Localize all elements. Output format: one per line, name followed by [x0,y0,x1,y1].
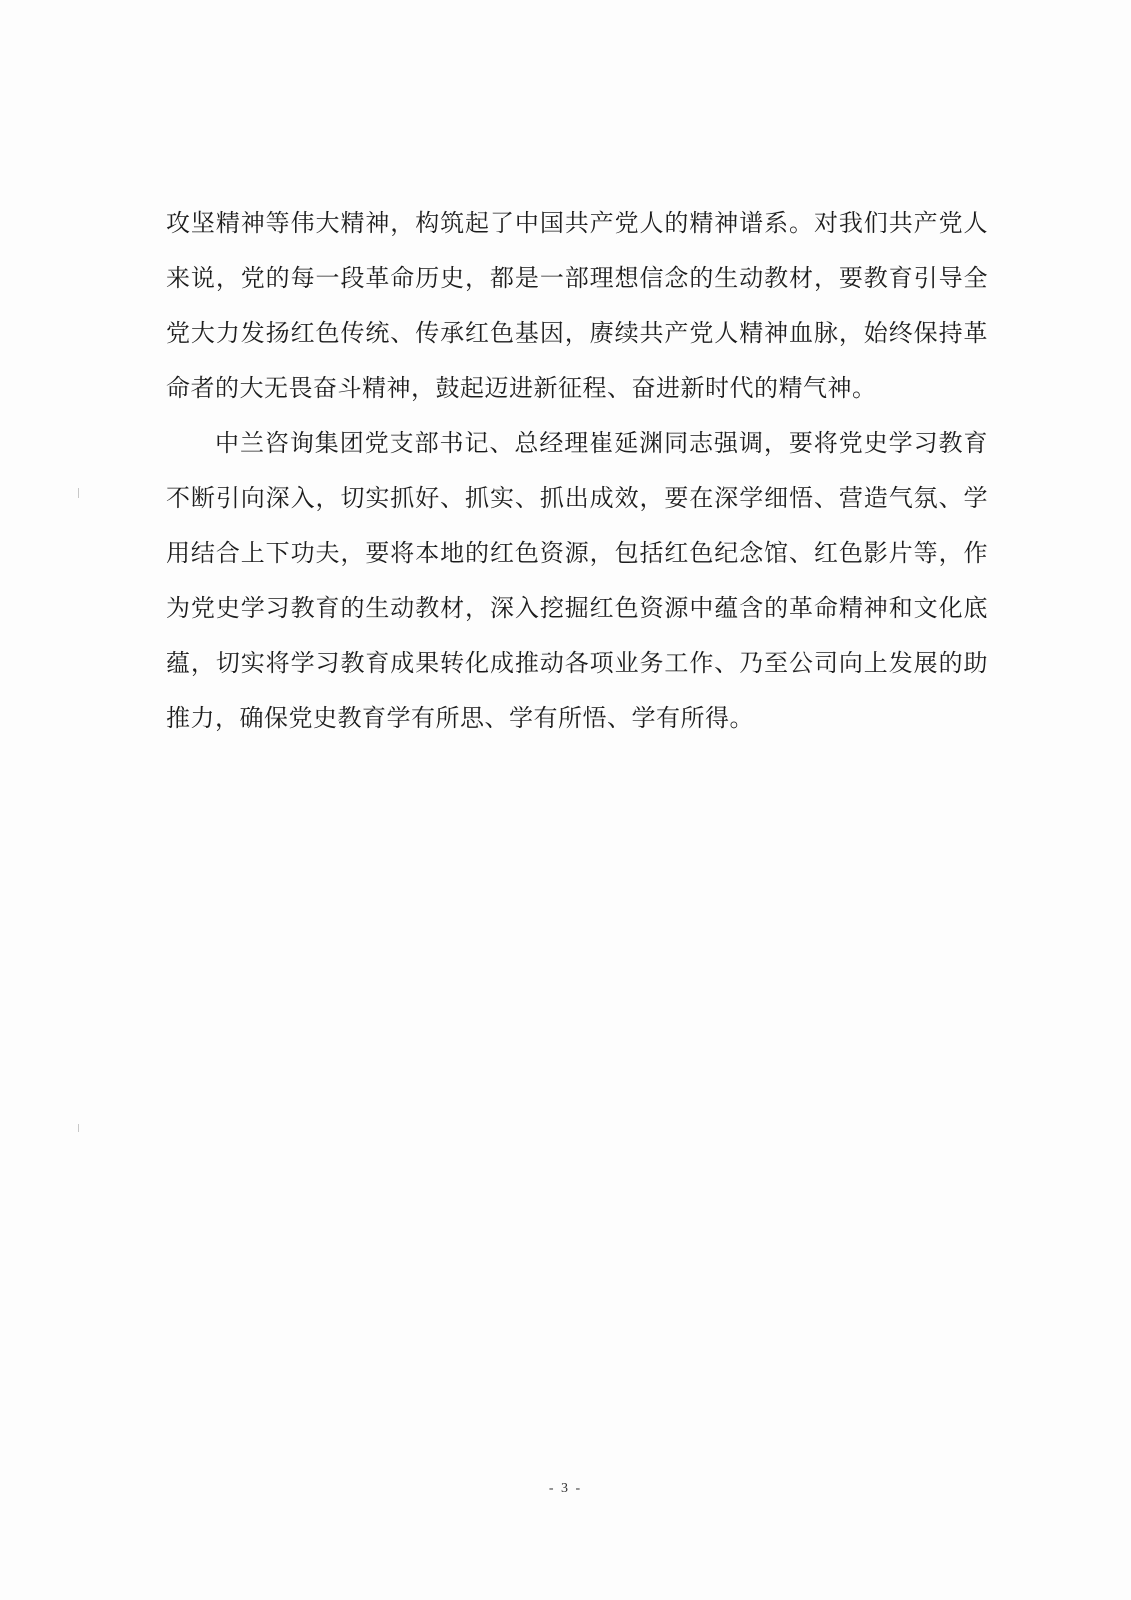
text-line: 来说，党的每一段革命历史，都是一部理想信念的生动教材，要教育引导全 [166,264,988,292]
text-line: 蕴，切实将学习教育成果转化成推动各项业务工作、乃至公司向上发展的助 [166,649,988,677]
text-line: 党大力发扬红色传统、传承红色基因，赓续共产党人精神血脉，始终保持革 [166,319,988,347]
paragraph-2 [166,416,988,746]
text-line: 为党史学习教育的生动教材，深入挖掘红色资源中蕴含的革命精神和文化底 [166,594,988,622]
paragraph-1 [166,196,988,416]
text-line: 中兰咨询集团党支部书记、总经理崔延渊同志强调，要将党史学习教育 [215,429,988,457]
text-line: 推力，确保党史教育学有所思、学有所悟、学有所得。 [166,704,754,732]
text-line: 命者的大无畏奋斗精神，鼓起迈进新征程、奋进新时代的精气神。 [166,374,877,402]
text-line: 攻坚精神等伟大精神，构筑起了中国共产党人的精神谱系。对我们共产党人 [166,209,988,237]
scan-margin-mark [78,1124,79,1132]
document-body [166,196,988,746]
text-line: 不断引向深入，切实抓好、抓实、抓出成效，要在深学细悟、营造气氛、学 [166,484,988,512]
scan-margin-mark [78,488,79,498]
page-number: - 3 - [548,1481,583,1496]
text-line: 用结合上下功夫，要将本地的红色资源，包括红色纪念馆、红色影片等，作 [166,539,988,567]
